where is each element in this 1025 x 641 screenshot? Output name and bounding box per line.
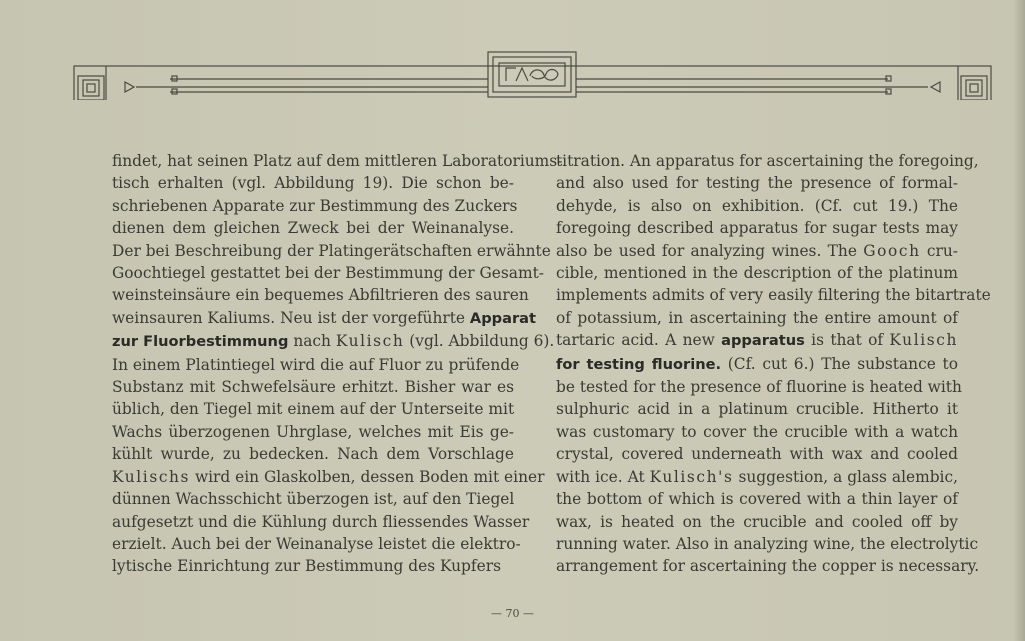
text-line: dünnen Wachsschicht überzogen ist, auf den Tiegel (112, 490, 515, 509)
text-line: üblich, den Tiegel mit einem auf der Unterseite mit (112, 400, 515, 419)
text-line: tisch erhalten (vgl. Abbildung 19). Die schon be- (112, 174, 514, 193)
spaced-name: Kulisch (889, 331, 958, 350)
text-fragment: suggestion, a glass alembic, (738, 467, 958, 486)
text-line (556, 329, 958, 352)
bold-term: apparatus (721, 332, 805, 350)
text-line: the bottom of which is covered with a thin layer of (556, 490, 958, 509)
text-line: foregoing described apparatus for sugar tests may (556, 219, 958, 238)
text-fragment: is that of (811, 331, 884, 350)
german-text-column (112, 150, 563, 578)
text-line: lytische Einrichtung zur Bestimmung des Kupfers (112, 557, 501, 576)
text-line: arrangement for ascertaining the copper is necessary. (556, 557, 980, 576)
text-line: wax, is heated on the crucible and cooled off by (556, 512, 958, 531)
header-ornament (70, 48, 995, 100)
text-fragment: (Cf. cut 6.) The substance to (727, 354, 958, 373)
text-line (556, 353, 958, 376)
text-line: titration. An apparatus for ascertaining the foregoing, (556, 152, 979, 170)
text-line: dienen dem gleichen Zweck bei der Weinanalyse. (112, 219, 514, 238)
page-number: — 70 — (491, 607, 534, 620)
spaced-name: Kulischs (112, 467, 191, 486)
text-line: In einem Platintiegel wird die auf Fluor zu prüfende (112, 355, 520, 374)
text-line: kühlt wurde, zu bedecken. Nach dem Vorschlage (112, 445, 514, 464)
text-line: of potassium, in ascertaining the entire amount of (556, 308, 958, 327)
text-line: sulphuric acid in a platinum crucible. Hitherto it (556, 400, 958, 419)
text-fragment: weinsauren Kaliums. Neu ist der vorgeführte (112, 308, 466, 327)
bold-term: zur Fluorbestimmung (112, 333, 289, 351)
text-line: dehyde, is also on exhibition. (Cf. cut 19.) The (556, 196, 958, 215)
spaced-name: Kulisch's (649, 467, 734, 486)
text-line (112, 307, 536, 330)
text-line: crystal, covered underneath with wax and cooled (556, 445, 958, 464)
text-line: cible, mentioned in the description of the platinum (556, 264, 958, 283)
text-line: implements admits of very easily filtering the bitartrate (556, 286, 991, 305)
text-fragment: with ice. At (556, 467, 645, 486)
text-line: was customary to cover the crucible with a watch (556, 422, 958, 441)
text-line: Substanz mit Schwefelsäure erhitzt. Bisher war es (112, 378, 514, 397)
spaced-name: Kulisch (335, 332, 405, 351)
text-fragment: also be used for analyzing wines. The (556, 241, 857, 260)
text-line: erzielt. Auch bei der Weinanalyse leistet die elektro- (112, 534, 521, 553)
text-fragment: (vgl. Abbildung 6). (409, 332, 555, 351)
text-line: running water. Also in analyzing wine, the electrolytic (556, 534, 979, 553)
text-line (556, 240, 958, 262)
english-text-column (556, 150, 991, 578)
text-line (112, 330, 555, 353)
text-line: weinsteinsäure ein bequemes Abfiltrieren des sauren (112, 286, 529, 305)
text-fragment: cru- (926, 241, 958, 260)
page-edge-shadow (1013, 0, 1025, 641)
text-fragment: tartaric acid. A new (556, 331, 715, 350)
text-fragment: nach (293, 332, 331, 351)
text-line (112, 466, 545, 488)
spaced-name: Gooch (863, 241, 921, 260)
text-fragment: wird ein Glaskolben, dessen Boden mit einer (194, 467, 545, 486)
text-line: findet, hat seinen Platz auf dem mittleren Laboratoriums- (112, 152, 563, 170)
text-line (556, 466, 958, 488)
text-line: be tested for the presence of fluorine is heated with (556, 378, 962, 397)
text-line: and also used for testing the presence of formal- (556, 174, 958, 193)
text-line: Wachs überzogenen Uhrglase, welches mit Eis ge- (112, 422, 514, 441)
bold-term: Apparat (469, 309, 536, 327)
text-line: Der bei Beschreibung der Platingerätschaften erwähnte (112, 241, 551, 260)
bold-term: for testing fluorine. (556, 355, 722, 373)
text-line: schriebenen Apparate zur Bestimmung des Zuckers (112, 196, 518, 215)
text-line: aufgesetzt und die Kühlung durch fliessendes Wasser (112, 512, 530, 531)
text-line: Goochtiegel gestattet bei der Bestimmung der Gesamt- (112, 264, 544, 283)
